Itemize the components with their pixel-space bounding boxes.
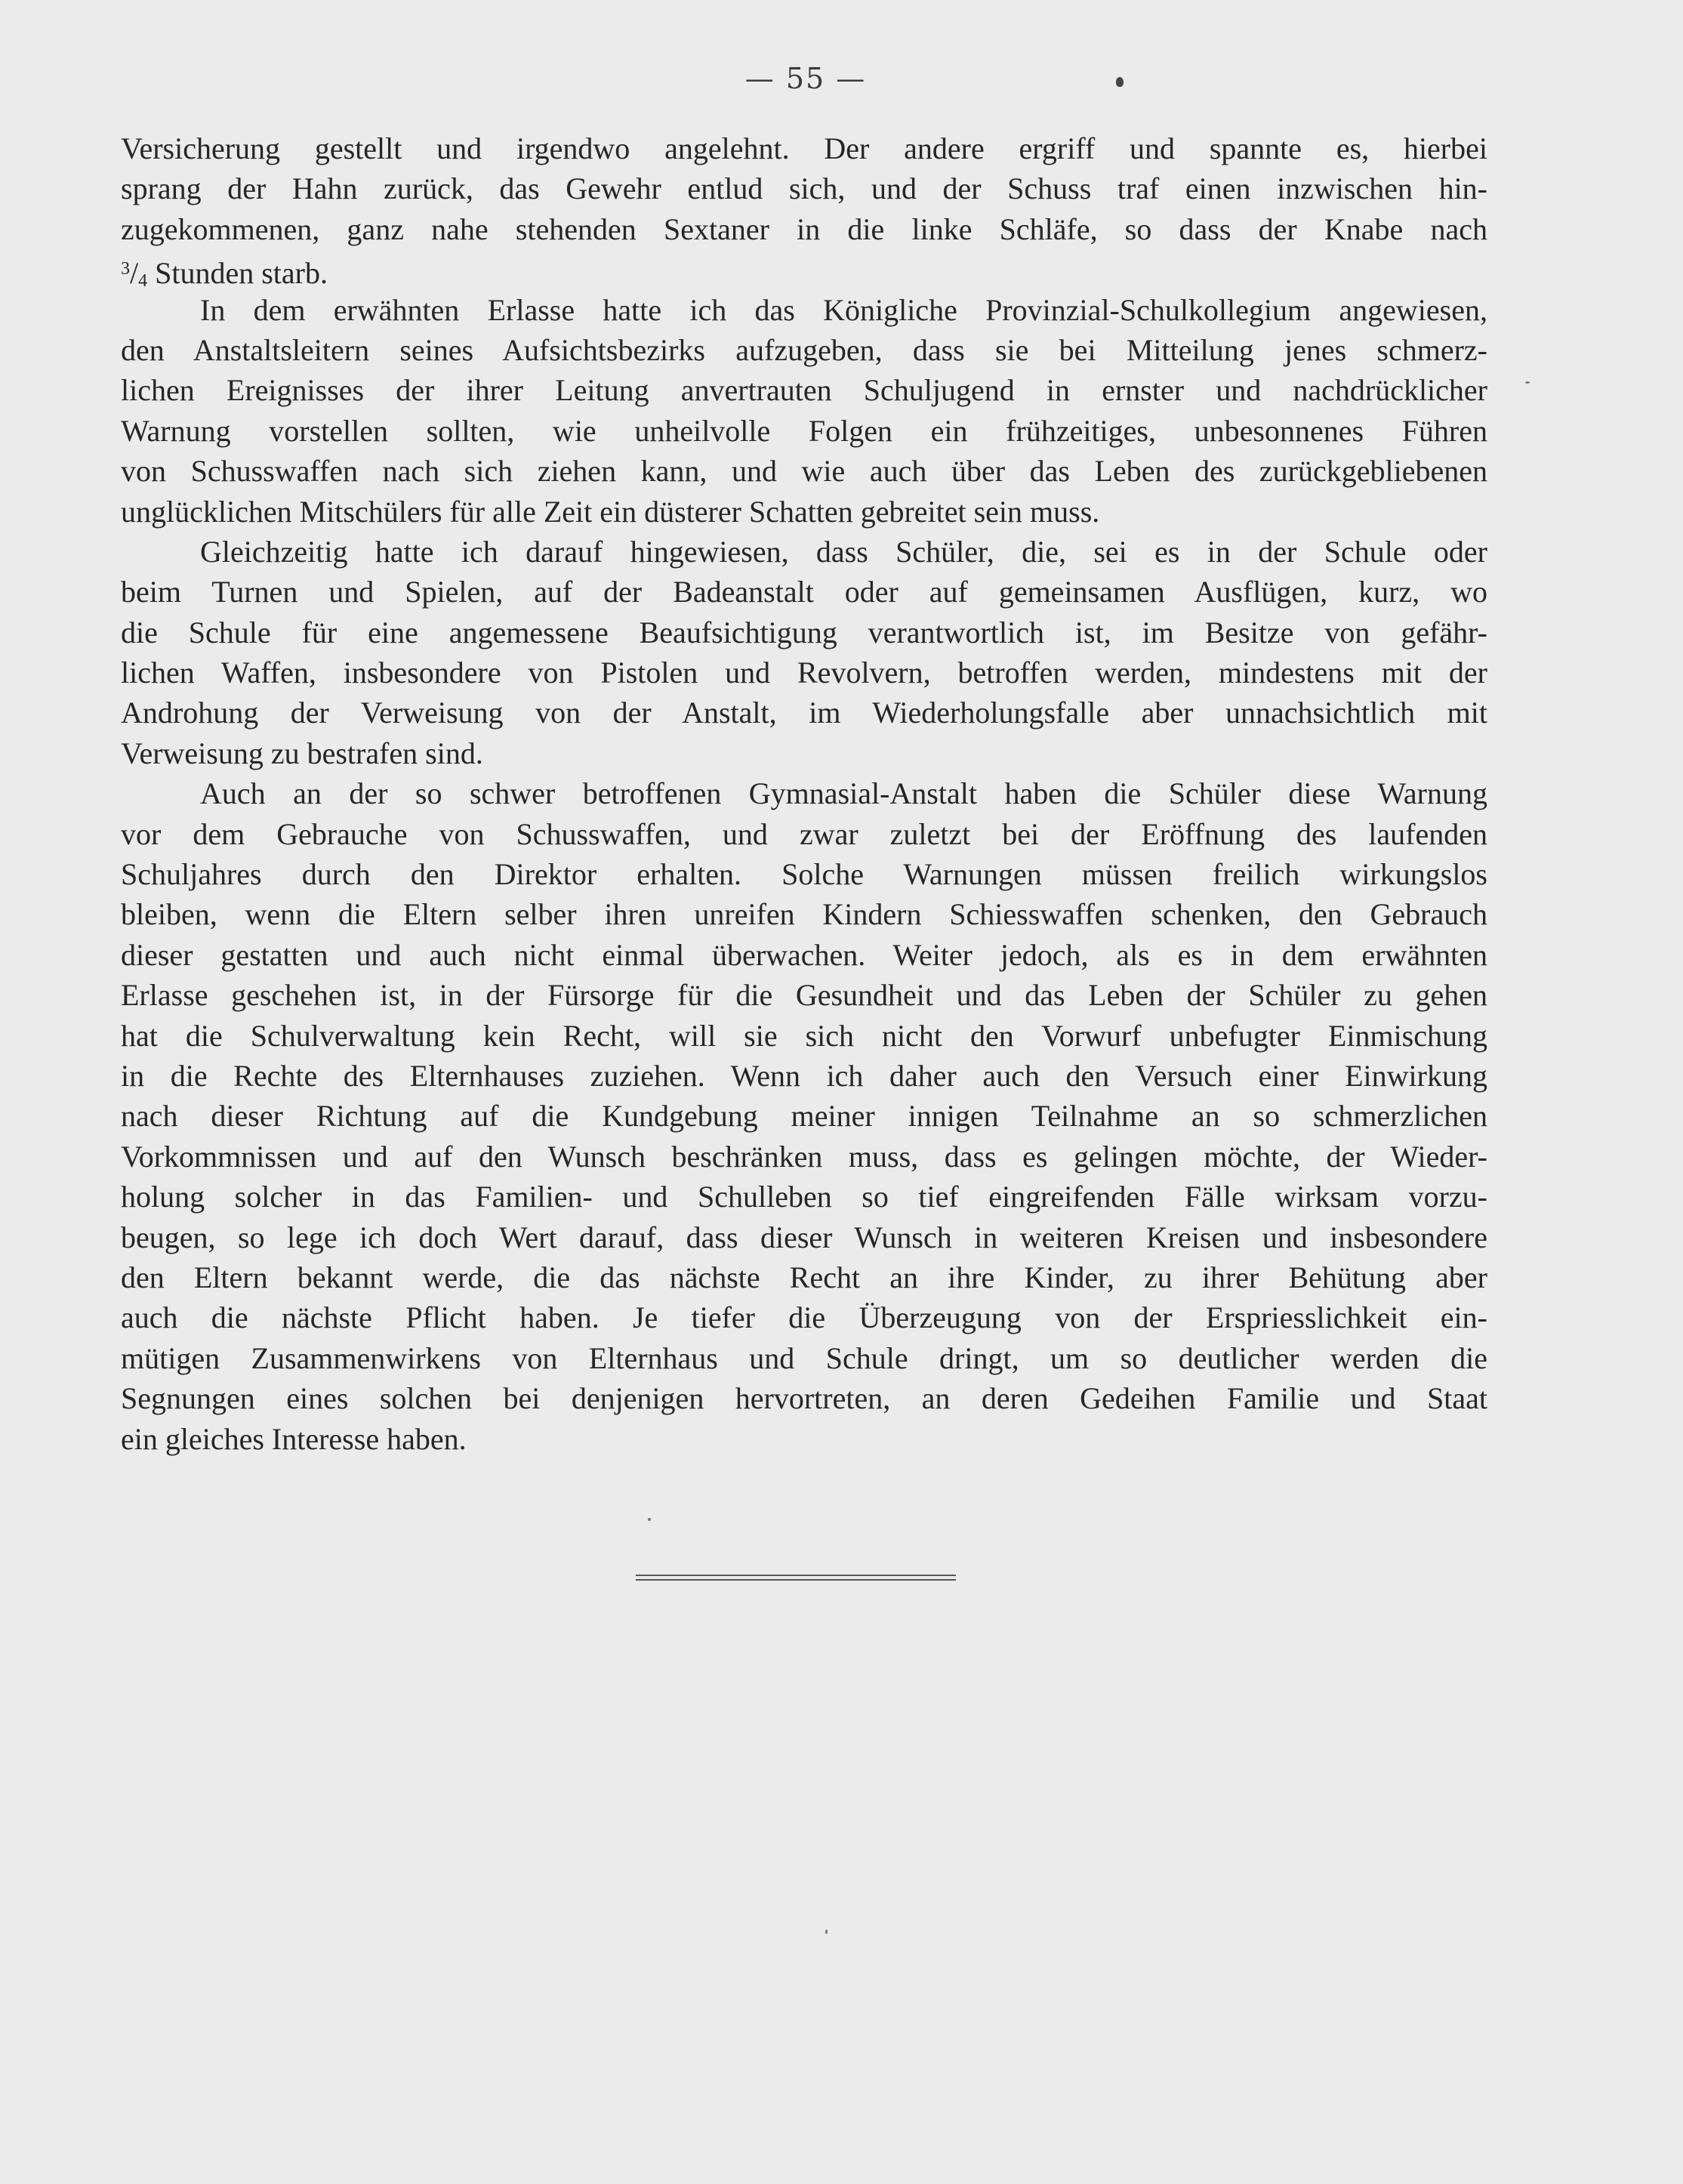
text-line: dieser gestatten und auch nicht einmal überwachen. Weiter jedoch, als es in dem erwähnten — [121, 937, 1487, 972]
divider — [636, 1575, 956, 1576]
paragraph-start: Gleichzeitig hatte ich darauf hingewiesen, dass Schüler, die, sei es in der Schule oder — [200, 534, 1487, 569]
divider — [636, 1579, 956, 1581]
text-line: sprang der Hahn zurück, das Gewehr entlud sich, und der Schuss traf einen inzwischen hin- — [121, 171, 1487, 206]
text-line-content: Stunden starb. — [155, 256, 328, 290]
fraction-denominator: 4 — [138, 271, 148, 290]
print-speck — [825, 1930, 828, 1934]
text-line: auch die nächste Pflicht haben. Je tiefer die Überzeugung von der Erspriesslichkeit ein- — [121, 1300, 1487, 1335]
text-line: unglücklichen Mitschülers für alle Zeit ein düsterer Schatten gebreitet sein muss. — [121, 494, 1100, 529]
text-line: vor dem Gebrauche von Schusswaffen, und zwar zuletzt bei der Eröffnung des laufenden — [121, 816, 1487, 851]
print-speck — [648, 1518, 651, 1521]
text-line: hat die Schulverwaltung kein Recht, will sie sich nicht den Vorwurf unbefugter Einmischung — [121, 1018, 1487, 1053]
paragraph-start: Auch an der so schwer betroffenen Gymnasial-Anstalt haben die Schüler diese Warnung — [200, 776, 1487, 811]
text-line: beugen, so lege ich doch Wert darauf, dass dieser Wunsch in weiteren Kreisen und insbesondere — [121, 1220, 1487, 1254]
fraction-numerator: 3 — [121, 259, 130, 279]
text-line: lichen Waffen, insbesondere von Pistolen und Revolvern, betroffen werden, mindestens mit der — [121, 656, 1487, 690]
text-line: Verweisung zu bestrafen sind. — [121, 736, 483, 770]
end-rule — [636, 1575, 956, 1584]
text-line: Schuljahres durch den Direktor erhalten. Solche Warnungen müssen freilich wirkungslos — [121, 857, 1487, 892]
text-line: zugekommenen, ganz nahe stehenden Sextaner in die linke Schläfe, so dass der Knabe nach — [121, 211, 1487, 246]
text-line: von Schusswaffen nach sich ziehen kann, und wie auch über das Leben des zurückgebliebenen — [121, 454, 1487, 489]
text-line: in die Rechte des Elternhauses zuziehen. Wenn ich daher auch den Versuch einer Einwirkung — [121, 1058, 1487, 1093]
text-line: mütigen Zusammenwirkens von Elternhaus und Schule dringt, um so deutlicher werden die — [121, 1340, 1487, 1375]
text-line: nach dieser Richtung auf die Kundgebung meiner innigen Teilnahme an so schmerzlichen — [121, 1099, 1487, 1134]
text-line: Segnungen eines solchen bei denjenigen hervortreten, an deren Gedeihen Familie und Staat — [121, 1381, 1487, 1416]
text-line: den Anstaltsleitern seines Aufsichtsbezirks aufzugeben, dass sie bei Mitteilung jenes schmerz- — [121, 332, 1487, 367]
text-line: ein gleiches Interesse haben. — [121, 1421, 467, 1456]
page-number: — 55 — — [744, 62, 867, 95]
text-line: Erlasse geschehen ist, in der Fürsorge für die Gesundheit und das Leben der Schüler zu gehen — [121, 978, 1487, 1013]
print-speck — [1116, 77, 1124, 87]
text-line-fraction: $^3/_4$ Stunden starb. — [121, 256, 328, 290]
text-line: die Schule für eine angemessene Beaufsichtigung verantwortlich ist, im Besitze von gefähr- — [121, 615, 1487, 649]
text-line: lichen Ereignisses der ihrer Leitung anvertrauten Schuljugend in ernster und nachdrücklicher — [121, 373, 1487, 408]
text-line: Vorkommnissen und auf den Wunsch beschränken muss, dass es gelingen möchte, der Wieder- — [121, 1139, 1487, 1174]
print-speck — [1525, 381, 1530, 384]
text-line: Versicherung gestellt und irgendwo angelehnt. Der andere ergriff und spannte es, hierbei — [121, 131, 1487, 165]
text-line: beim Turnen und Spielen, auf der Badeanstalt oder auf gemeinsamen Ausflügen, kurz, wo — [121, 575, 1487, 609]
text-line: bleiben, wenn die Eltern selber ihren unreifen Kindern Schiesswaffen schenken, den Gebrauch — [121, 897, 1487, 932]
text-line: holung solcher in das Familien- und Schulleben so tief eingreifenden Fälle wirksam vorzu- — [121, 1180, 1487, 1214]
text-line: den Eltern bekannt werde, die das nächste Recht an ihre Kinder, zu ihrer Behütung aber — [121, 1260, 1487, 1294]
text-line: Androhung der Verweisung von der Anstalt, im Wiederholungsfalle aber unnachsichtlich mit — [121, 696, 1487, 730]
body-text — [121, 128, 1487, 1459]
text-line: Warnung vorstellen sollten, wie unheilvolle Folgen ein frühzeitiges, unbesonnenes Führen — [121, 413, 1487, 448]
paragraph-start: In dem erwähnten Erlasse hatte ich das Königliche Provinzial-Schulkollegium angewiesen, — [200, 292, 1487, 327]
